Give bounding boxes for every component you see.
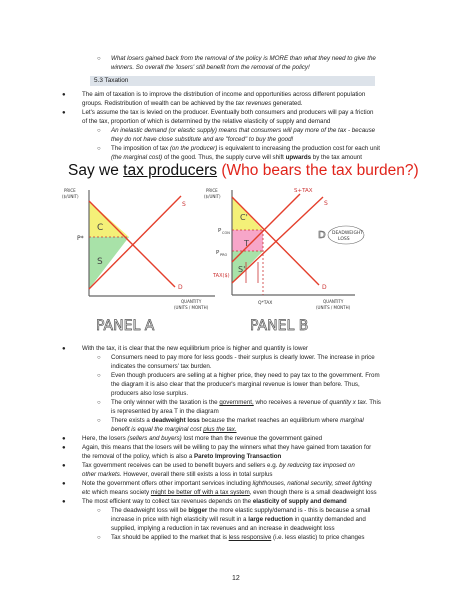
panel-a-s-label: S xyxy=(97,257,103,267)
panel-b-y-label: PRICE xyxy=(206,188,218,193)
panel-a-producer-surplus xyxy=(89,237,129,289)
panel-a-demand-label: D xyxy=(178,284,183,291)
tax-sub-2-line2: (the marginal cost) of the good. Thus, the supply curve will shift upwards by the tax amount xyxy=(111,154,362,161)
tax-sub-1-line2: they do not have close substitute and are "forced" to buy the good! xyxy=(111,136,294,143)
after-sub-2-line1: Even though producers are selling at a higher price, they need to pay tax to the government. From xyxy=(111,372,380,379)
after-bullet-3-line1: Again, this means that the losers will be willing to pay the winners what they have gained from taxation for xyxy=(82,444,372,451)
after-sub-2-line2: the diagram it is also clear that the producer's marginal revenue is lower than before. Thus, xyxy=(111,381,360,388)
panel-a-title: PANEL A xyxy=(96,318,155,334)
panel-b-s-tax-label: S+TAX xyxy=(294,188,313,194)
panel-b-p-pro: P xyxy=(216,250,220,256)
after-bullet-3-line2: the removal of the policy, which is also a Pareto Improving Transaction xyxy=(82,453,282,460)
after-sub-6-line1: The deadweight loss will be bigger the more elastic supply/demand is - this is because a small xyxy=(111,507,371,514)
after-sub-4-line2: benefit is equal the marginal cost plus the tax. xyxy=(111,426,237,433)
hollow-bullet: ○ xyxy=(97,508,101,514)
panel-a-y-unit: ($/UNIT) xyxy=(62,194,79,199)
after-sub-2-line3: producers also lose surplus. xyxy=(111,390,189,397)
panel-b-title: PANEL B xyxy=(250,318,309,334)
bullet: ● xyxy=(62,481,66,487)
bullet: ● xyxy=(62,346,66,352)
after-sub-7-line1: Tax should be applied to the market that is less responsive (i.e. less elastic) to price changes xyxy=(111,534,365,541)
page-number: 12 xyxy=(232,575,240,582)
panel-b-p-con-sub: CON xyxy=(222,231,230,235)
panel-a-c-label: C xyxy=(97,223,104,233)
after-sub-3-line2: is represented by area T in the diagram xyxy=(111,408,219,415)
tax-bullet-2-line1: Let's assume the tax is levied on the producer. Eventually both consumers and producers will pay a friction xyxy=(82,109,374,116)
hollow-bullet: ○ xyxy=(97,418,101,424)
after-sub-4-line1: There exists a deadweight loss because the market reaches an equilibrium where marginal xyxy=(111,417,364,424)
hollow-bullet: ○ xyxy=(97,535,101,541)
panel-b-t-label: T xyxy=(244,239,249,248)
after-bullet-5-line1: Note the government offers other important services including lighthouses, national security, street lighting xyxy=(82,480,372,487)
panel-a-x-label: QUANTITY xyxy=(181,299,202,304)
top-sub-bullet-line1: What losers gained back from the removal of the policy is MORE than what they need to give the xyxy=(111,55,376,62)
panel-b-dwl-label: DEADWEIGHT xyxy=(332,231,364,236)
tax-sub-2-line1: The imposition of tax (on the producer) is equivalent to increasing the production cost for each unit xyxy=(111,145,380,152)
panel-a-supply-label: S xyxy=(182,201,186,208)
panel-b-c-prime: C' xyxy=(240,213,248,222)
bullet: ● xyxy=(62,110,66,116)
bullet: ● xyxy=(62,436,66,442)
section-header-text: 5.3 Taxation xyxy=(94,77,129,84)
panel-b-x-label: QUANTITY xyxy=(323,299,344,304)
tax-sub-1-line1: An inelastic demand (or elastic supply) means that consumers will pay more of the tax - because xyxy=(111,127,376,134)
say-heading: Say we tax producers (Who bears the tax burden?) xyxy=(68,162,419,179)
after-bullet-4-line2: other markets. However, overall there still exists a loss in total surplus xyxy=(82,471,273,478)
after-sub-1-line2: indicates the consumers' tax burden. xyxy=(111,363,212,370)
hollow-bullet: ○ xyxy=(97,355,101,361)
after-sub-6-line3: supplied, implying a reduction in tax revenues and an increase in deadweight loss xyxy=(111,525,335,532)
hollow-bullet: ○ xyxy=(97,146,101,152)
hollow-bullet: ○ xyxy=(97,56,101,62)
after-sub-1-line1: Consumers need to pay more for less goods - their surplus is clearly lower. The increase in price xyxy=(111,354,375,361)
panel-a-y-label: PRICE xyxy=(64,188,76,193)
panel-a-x-unit: (UNITS / MONTH) xyxy=(174,305,209,310)
after-bullet-4-line1: Tax government receives can be used to benefit buyers and sellers e.g. by reducing tax imposed on xyxy=(82,462,355,469)
panel-b-q-tax: Q*TAX xyxy=(258,301,273,306)
panel-b-s-prime: S' xyxy=(238,265,246,274)
after-bullet-5-line2: etc which means society might be better off with a tax system, even though there is a small deadweight loss xyxy=(82,489,377,496)
after-sub-6-line2: increase in price with high elasticity will result in a large reduction in quantity demanded and xyxy=(111,516,366,523)
hollow-bullet: ○ xyxy=(97,128,101,134)
panel-b-p-con: P xyxy=(218,228,222,234)
top-sub-bullet-line2: winners. So overall the 'losers' still benefit from the removal of the policy! xyxy=(111,64,310,71)
tax-bullet-2-line2: of the tax, proportion of which is determined by the relative elasticity of supply and demand xyxy=(82,118,331,125)
panel-b-y-unit: ($/UNIT) xyxy=(204,194,221,199)
tax-bullet-1-line2: groups. Redistribution of wealth can be achieved by the tax revenues generated. xyxy=(82,100,303,107)
hollow-bullet: ○ xyxy=(97,373,101,379)
bullet: ● xyxy=(62,499,66,505)
after-bullet-6: The most efficient way to collect tax revenues depends on the elasticity of supply and demand xyxy=(82,498,347,505)
bullet: ● xyxy=(62,463,66,469)
tax-bullet-1-line1: The aim of taxation is to improve the distribution of income and opportunities across different population xyxy=(82,91,366,98)
panel-b-d-label: D xyxy=(318,230,326,241)
after-bullet-2: Here, the losers (sellers and buyers) lost more than the revenue the government gained xyxy=(82,435,323,442)
panel-b-x-unit: (UNITS / MONTH) xyxy=(316,305,351,310)
after-sub-3-line1: The only winner with the taxation is the government, who receives a revenue of quantity x tax. This xyxy=(111,399,381,406)
hollow-bullet: ○ xyxy=(97,400,101,406)
panel-b-demand-label: D xyxy=(322,284,327,291)
panel-b-p-pro-sub: PRO xyxy=(220,253,228,257)
bullet: ● xyxy=(62,445,66,451)
panel-b-supply-label: S xyxy=(324,200,328,207)
panel-a-p-star: P* xyxy=(77,235,84,242)
panel-b-dwl-label-2: LOSS xyxy=(338,237,350,242)
bullet: ● xyxy=(62,92,66,98)
after-bullet-1: With the tax, it is clear that the new equilibrium price is higher and quantity is lower xyxy=(82,345,308,352)
panel-b-tax-label: TAX($) xyxy=(213,273,230,279)
